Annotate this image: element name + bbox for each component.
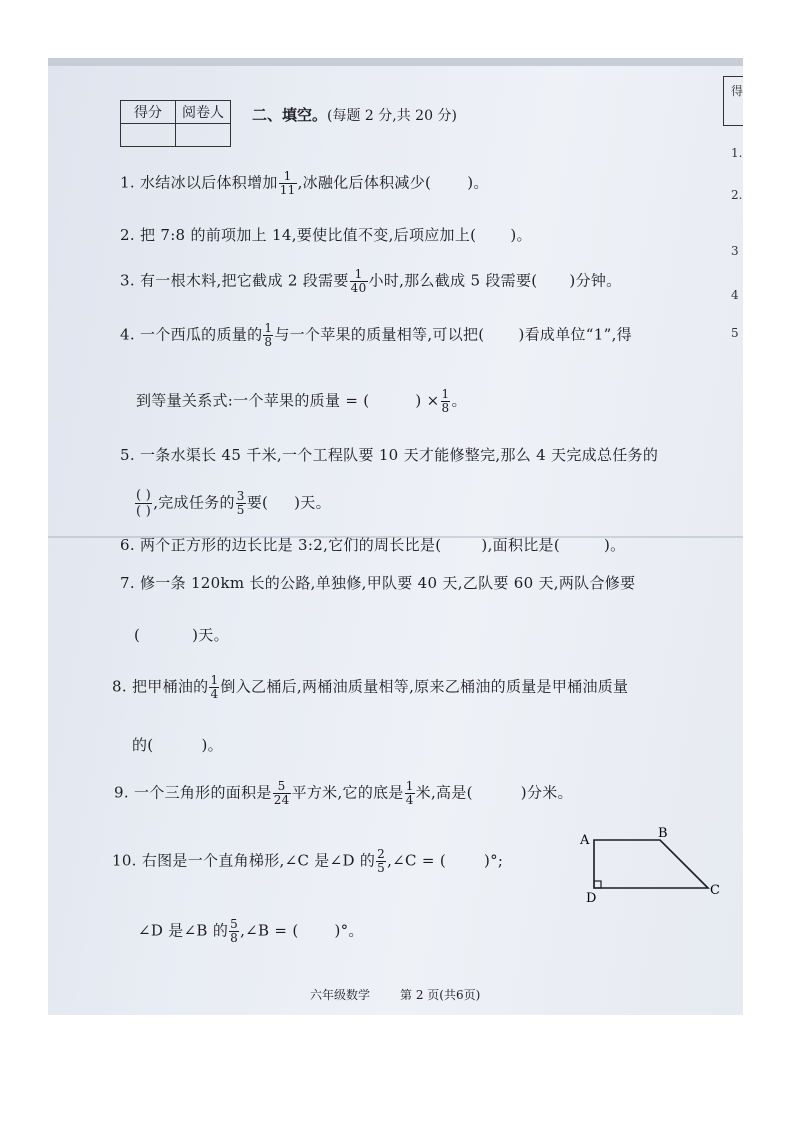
- q4-fraction-2: [441, 388, 451, 415]
- q7-text: 7. 修一条 120km 长的公路,单独修,甲队要 40 天,乙队要 60 天,两队合修要: [120, 574, 636, 592]
- q10-line2-a: ∠D 是∠B 的: [138, 921, 229, 940]
- q4-frac2-num: 1: [441, 387, 450, 401]
- question-8: [112, 674, 628, 701]
- question-4-line-2: [136, 388, 467, 415]
- q4-text-b: 与一个苹果的质量相等,可以把(: [274, 325, 485, 344]
- edge-text-3: 2.: [731, 188, 743, 202]
- section-heading: 二、填空。: [252, 106, 328, 124]
- q4-text-a: 4. 一个西瓜的质量的: [120, 325, 263, 344]
- q3-text-b: 小时,那么截成 5 段需要(: [368, 271, 538, 290]
- q10-text-b: ,∠C = (: [387, 851, 446, 870]
- q5-frac-num: 3: [236, 489, 245, 503]
- q4-frac2-den: 8: [441, 401, 450, 415]
- q6-text-b: ),面积比是(: [481, 536, 560, 554]
- q5-text-d: )天。: [294, 493, 331, 512]
- edge-text-4: 3: [731, 244, 739, 258]
- q7-close: )天。: [192, 626, 229, 644]
- q9-fraction-2: [405, 780, 415, 807]
- q9-frac2-den: 4: [405, 793, 414, 807]
- question-10: [112, 848, 503, 875]
- q9-text-b: 平方米,它的底是: [291, 783, 404, 802]
- question-5: [120, 444, 658, 465]
- q5-text: 5. 一条水渠长 45 千米,一个工程队要 10 天才能修整完,那么 4 天完成总任务的: [120, 446, 659, 464]
- question-10-line-2: [138, 918, 364, 945]
- q6-text-c: )。: [604, 536, 626, 554]
- question-2: [120, 224, 532, 245]
- question-7: [120, 572, 635, 593]
- q9-frac2-num: 1: [405, 779, 414, 793]
- q4-line2-b: ) ×: [415, 391, 440, 410]
- q8-fraction: [209, 674, 219, 701]
- question-3: [120, 268, 621, 295]
- q4-line2-c: 。: [451, 391, 467, 410]
- edge-text-6: 5: [731, 326, 739, 340]
- q10-fraction-1: [376, 848, 386, 875]
- q9-frac1-num: 5: [273, 780, 291, 794]
- q5-text-b: ,完成任务的: [153, 493, 235, 512]
- score-header: 得分: [121, 101, 176, 124]
- footer-page: 第 2 页(共6页): [400, 988, 481, 1002]
- q5-blank-den: ( ): [136, 504, 152, 519]
- photo-frame: [48, 58, 743, 1015]
- q8-frac-den: 4: [210, 687, 219, 701]
- q8-text-c: 的(: [132, 736, 154, 754]
- q10-frac1-den: 5: [377, 861, 386, 875]
- q9-text-a: 9. 一个三角形的面积是: [114, 783, 272, 802]
- q1-frac-den: 11: [279, 183, 296, 197]
- q8-text-a: 8. 把甲桶油的: [112, 677, 209, 696]
- trapezoid-figure: [576, 826, 726, 906]
- section-title: [252, 104, 457, 125]
- q3-fraction: [350, 268, 368, 295]
- edge-text-1: 得: [731, 84, 743, 98]
- q4-text-c: )看成单位“1”,得: [518, 325, 632, 344]
- q5-blank-fraction[interactable]: [135, 488, 152, 519]
- question-1: [120, 170, 489, 197]
- q1-text-a: 1. 水结冰以后体积增加: [120, 173, 278, 192]
- question-7-line-2: [134, 624, 229, 645]
- q9-text-c: 米,高是(: [415, 783, 473, 802]
- q6-text-a: 6. 两个正方形的边长比是 3:2,它们的周长比是(: [120, 536, 442, 554]
- grader-header: 阅卷人: [176, 101, 231, 124]
- question-9: [114, 780, 573, 807]
- q9-fraction-1: [273, 780, 291, 807]
- q10-fraction-2: [229, 918, 239, 945]
- q10-frac2-den: 8: [230, 931, 239, 945]
- q10-frac2-num: 5: [230, 917, 239, 931]
- q2-text-end: )。: [510, 226, 532, 244]
- q5-fraction: [236, 490, 246, 517]
- label-d: D: [586, 891, 597, 906]
- q8-frac-num: 1: [210, 673, 219, 687]
- q3-text-a: 3. 有一根木料,把它截成 2 段需要: [120, 271, 349, 290]
- trapezoid-shape: [594, 840, 708, 888]
- score-table: [120, 100, 231, 147]
- score-cell: [121, 124, 176, 147]
- question-5-line-2: [134, 488, 331, 519]
- q2-text: 2. 把 7:8 的前项加上 14,要使比值不变,后项应加上(: [120, 226, 477, 244]
- q4-frac-den: 8: [264, 335, 273, 349]
- q1-fraction: [279, 170, 297, 197]
- q3-text-c: )分钟。: [569, 271, 622, 290]
- q4-fraction: [263, 322, 273, 349]
- q7-open: (: [134, 626, 141, 644]
- edge-text-2: 1.: [731, 146, 743, 160]
- q3-frac-num: 1: [350, 268, 368, 282]
- label-b: B: [658, 826, 668, 841]
- q5-frac-den: 5: [236, 503, 245, 517]
- q8-text-d: )。: [201, 736, 223, 754]
- q10-line2-c: )°。: [334, 921, 364, 940]
- grader-cell: [176, 124, 231, 147]
- q9-frac1-den: 24: [273, 793, 290, 807]
- label-a: A: [580, 833, 590, 848]
- q5-text-c: 要(: [246, 493, 269, 512]
- question-8-line-2: [132, 734, 223, 755]
- label-c: C: [710, 883, 720, 898]
- footer-subject: 六年级数学: [310, 988, 371, 1002]
- section-note: (每题 2 分,共 20 分): [327, 108, 457, 124]
- exam-page: [48, 58, 743, 1015]
- q4-frac-num: 1: [264, 321, 273, 335]
- q10-text-a: 10. 右图是一个直角梯形,∠C 是∠D 的: [112, 851, 376, 870]
- page-footer: [310, 986, 510, 1003]
- q8-text-b: 倒入乙桶后,两桶油质量相等,原来乙桶油的质量是甲桶油质量: [220, 677, 629, 696]
- q4-line2-a: 到等量关系式:一个苹果的质量 = (: [136, 391, 370, 410]
- question-4: [120, 322, 632, 349]
- q3-frac-den: 40: [350, 281, 367, 295]
- q10-text-c: )°;: [483, 851, 504, 870]
- q1-text-b: ,冰融化后体积减少(: [297, 173, 432, 192]
- right-angle-mark: [594, 881, 601, 888]
- question-6: [120, 534, 625, 555]
- q10-frac1-num: 2: [377, 847, 386, 861]
- edge-text-5: 4: [731, 288, 739, 302]
- q1-frac-num: 1: [279, 170, 297, 184]
- q10-line2-b: ,∠B = (: [240, 921, 299, 940]
- q5-blank-num: ( ): [136, 488, 152, 503]
- q1-text-c: )。: [467, 173, 489, 192]
- q9-text-d: )分米。: [520, 783, 573, 802]
